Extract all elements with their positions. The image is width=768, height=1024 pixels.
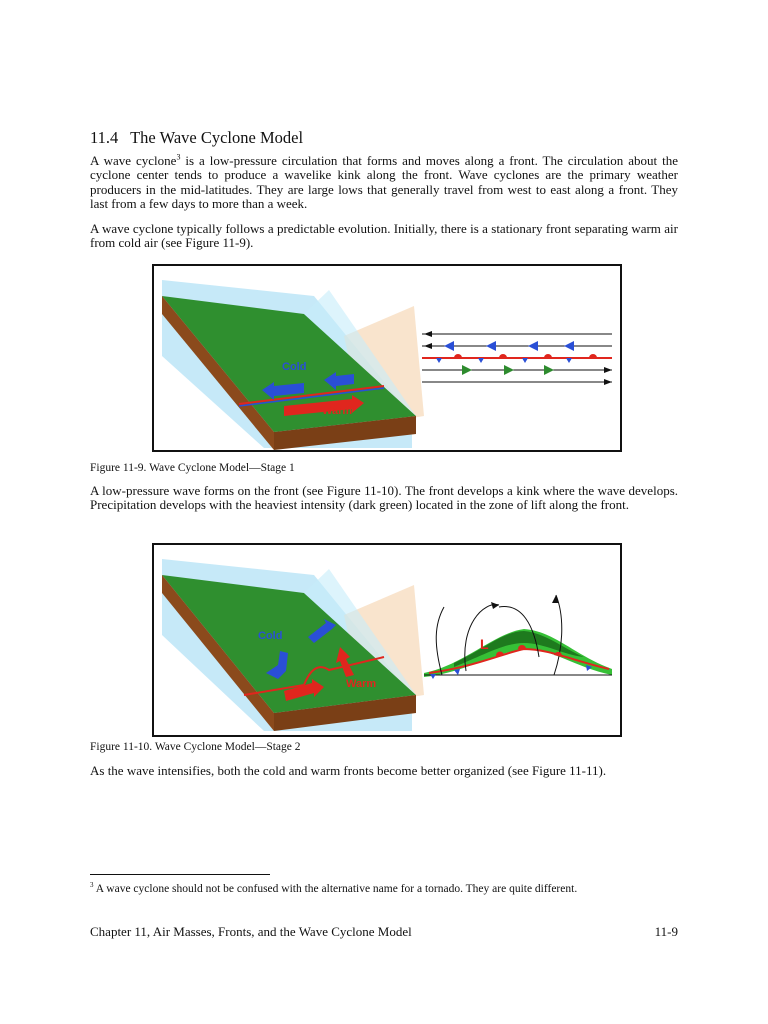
page-number: 11-9 xyxy=(654,924,678,939)
footnote-divider xyxy=(90,874,270,875)
paragraph-3: A low-pressure wave forms on the front (see Figure 11-10). The front develops a kink where the wave develops. Precipitation develops with the heaviest intensity (dark green) located in the zone of lift along the front. xyxy=(90,483,678,513)
figure-11-10 xyxy=(152,543,622,737)
footnote-marker: 3 xyxy=(90,881,94,889)
figure-11-10-illustration xyxy=(154,545,620,735)
figure-11-9-caption: Figure 11-9. Wave Cyclone Model—Stage 1 xyxy=(90,462,295,474)
figure-11-9-illustration xyxy=(154,266,620,450)
footnote xyxy=(90,881,577,895)
figure-11-10-caption: Figure 11-10. Wave Cyclone Model—Stage 2 xyxy=(90,741,301,753)
paragraph-1-start: A wave cyclone xyxy=(90,153,177,168)
stage2-schematic xyxy=(424,595,612,679)
warm-label: Warm xyxy=(322,405,353,417)
cold-label: Cold xyxy=(258,630,283,642)
paragraph-2: A wave cyclone typically follows a predictable evolution. Initially, there is a stationary front separating warm air from cold air (see Figure 11-9). xyxy=(90,221,678,251)
section-number: 11.4 xyxy=(90,128,119,147)
footer-chapter: Chapter 11, Air Masses, Fronts, and the Wave Cyclone Model xyxy=(90,924,412,939)
stage1-schematic xyxy=(422,331,612,385)
paragraph-1-rest: is a low-pressure circulation that forms and moves along a front. The circulation about the cyclone center tends to produce a wavelike kink along the front. Wave cyclones are the primary weather producers in the mid-latitudes. They are large lows that generally travel from west to east along a front. They last from a few days to more than a week. xyxy=(90,153,678,211)
section-heading xyxy=(90,128,303,148)
footnote-reference[interactable]: 3 xyxy=(176,152,181,162)
warm-label: Warm xyxy=(346,678,377,690)
low-pressure-label: L xyxy=(480,636,489,652)
paragraph-4: As the wave intensifies, both the cold and warm fronts become better organized (see Figure 11-11). xyxy=(90,763,607,778)
paragraph-1 xyxy=(90,154,678,211)
cold-label: Cold xyxy=(282,361,307,373)
footnote-text: A wave cyclone should not be confused with the alternative name for a tornado. They are quite different. xyxy=(93,882,578,895)
figure-11-9 xyxy=(152,264,622,452)
section-title: The Wave Cyclone Model xyxy=(130,128,304,147)
